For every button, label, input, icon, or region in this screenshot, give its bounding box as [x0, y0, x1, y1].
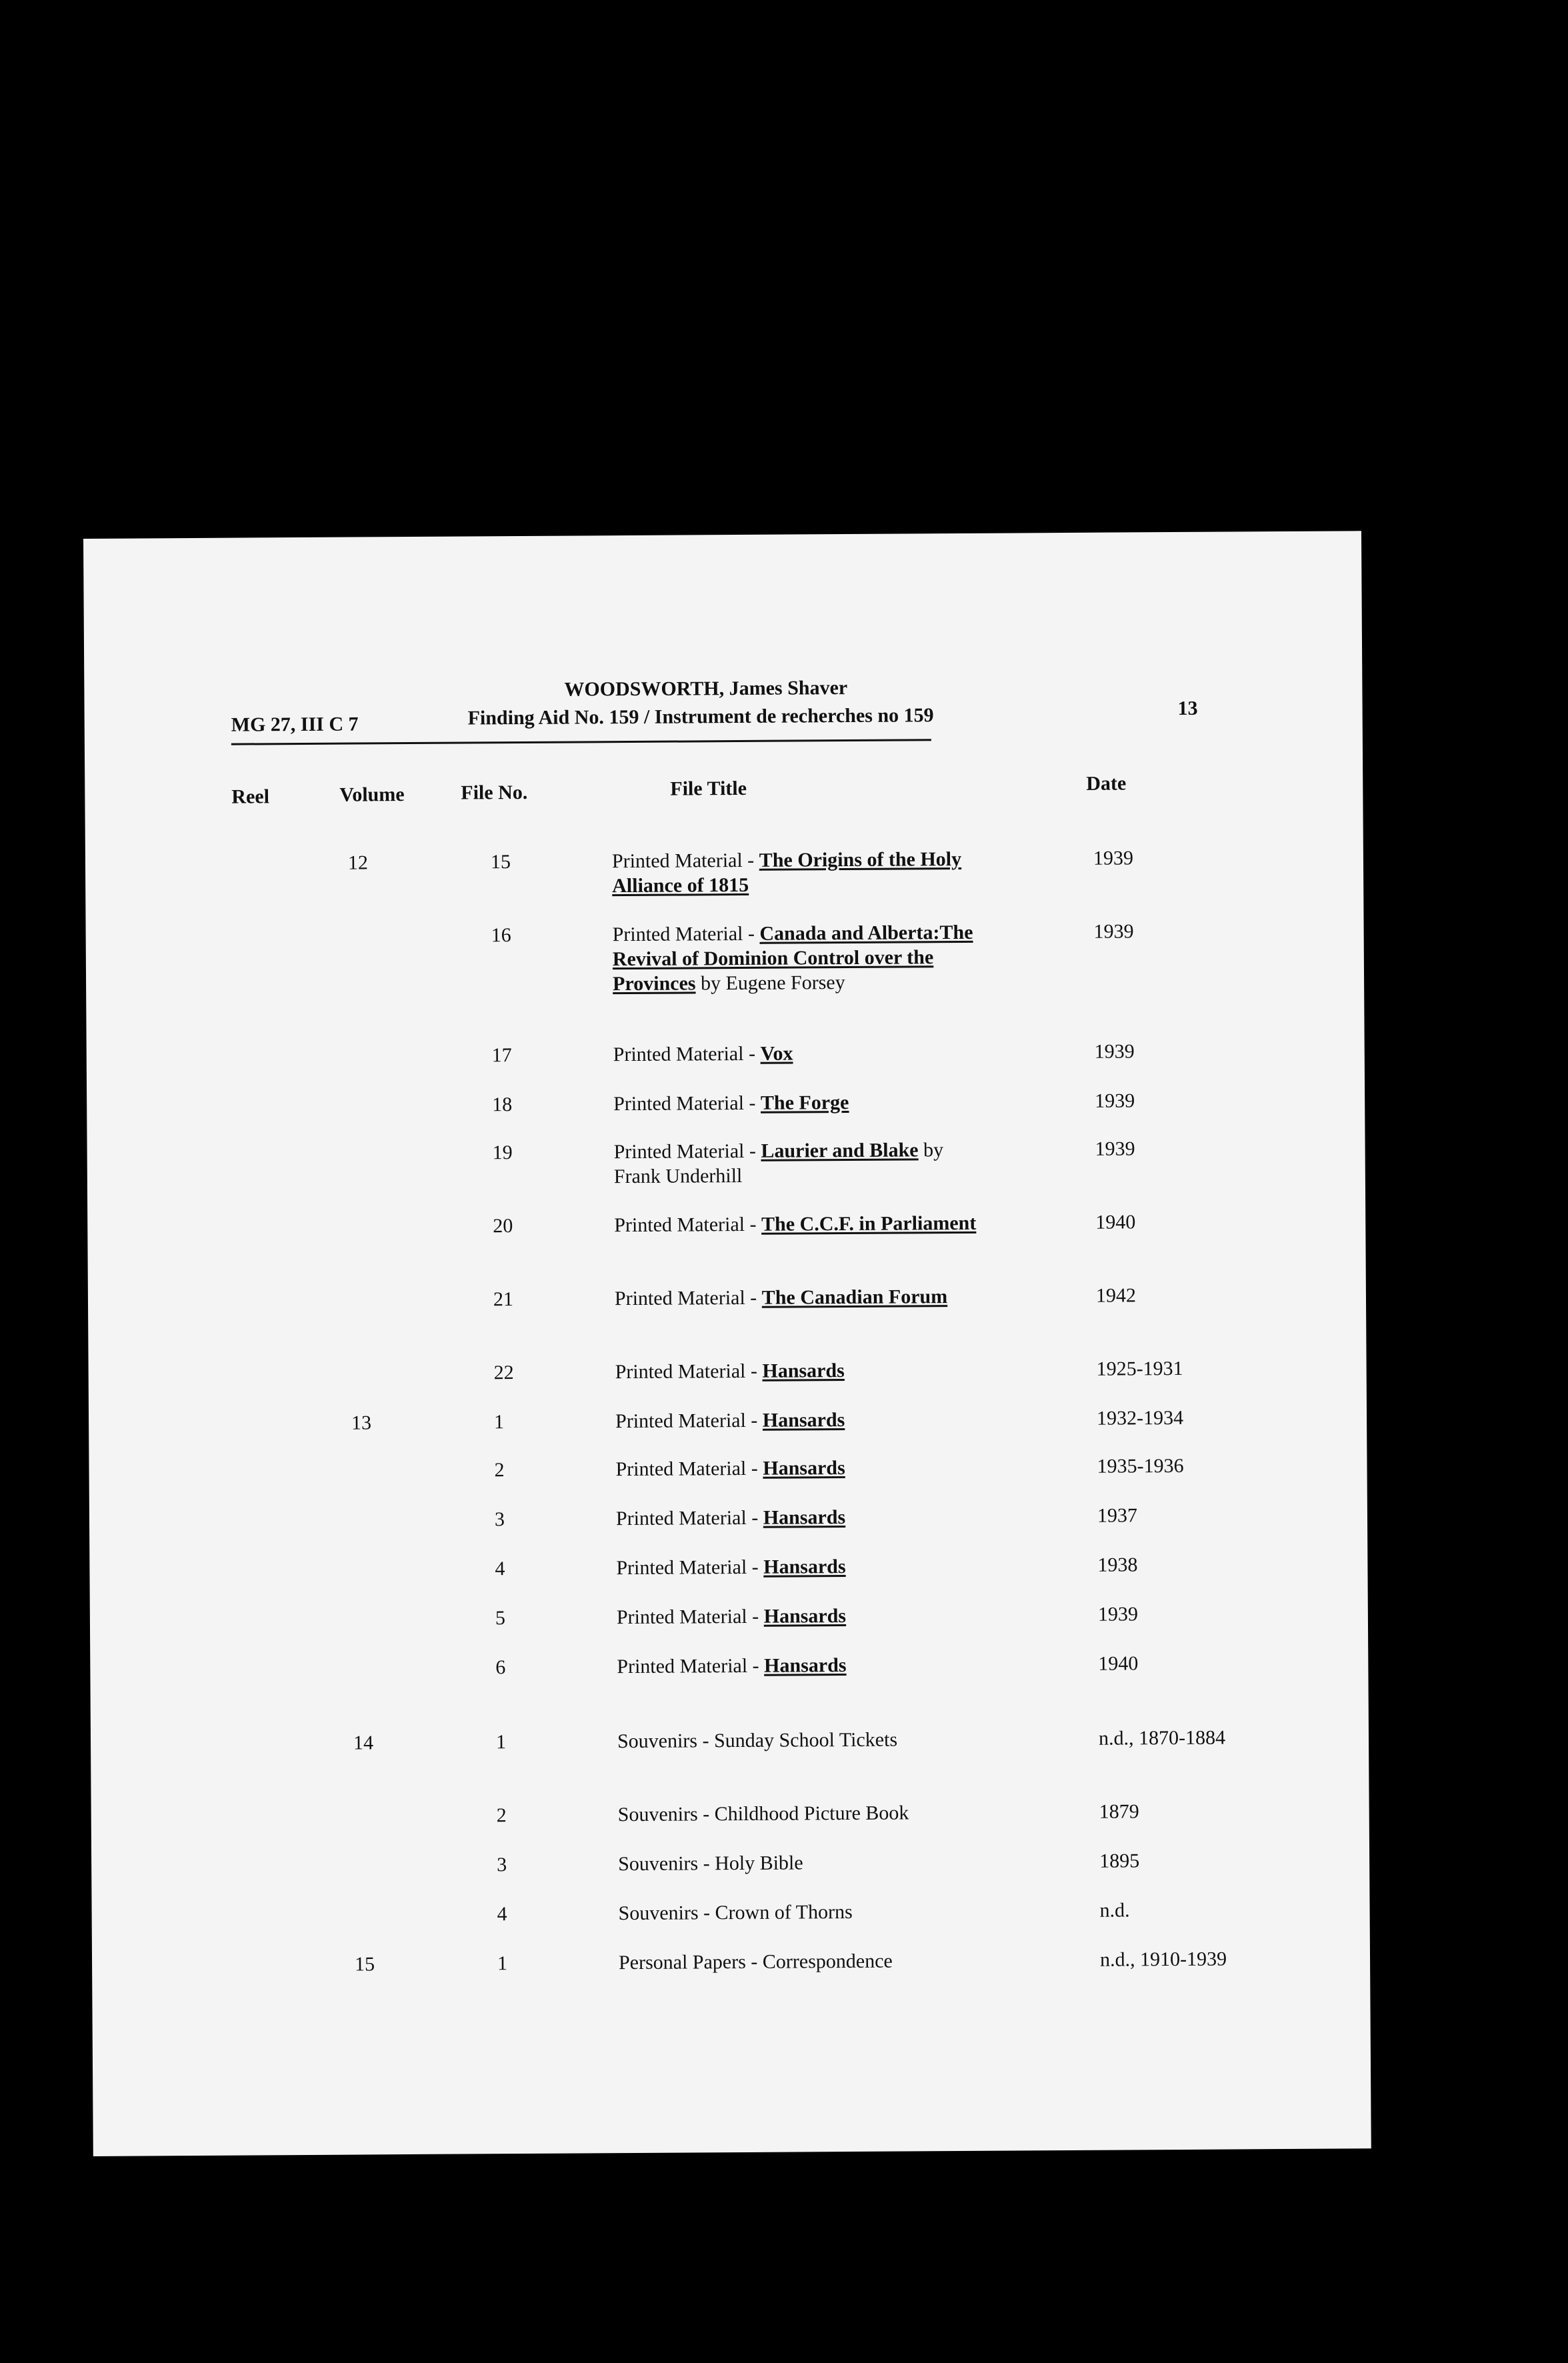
table-row — [88, 1282, 1366, 1311]
file-title-cell — [617, 1652, 990, 1679]
file-number-cell: 19 — [492, 1141, 513, 1164]
volume-cell: 14 — [353, 1732, 374, 1754]
date-cell: 1895 — [1099, 1850, 1140, 1872]
title-suffix: by Frank Underhill — [613, 1139, 944, 1188]
underlined-publication-title: Hansards — [763, 1605, 847, 1628]
table-row — [89, 1355, 1367, 1384]
title-prefix: Printed Material - — [615, 1360, 763, 1384]
file-number-cell: 3 — [497, 1854, 507, 1876]
file-title-cell — [615, 1358, 989, 1384]
underlined-publication-title: Laurier and Blake — [761, 1139, 919, 1162]
volume-cell: 12 — [347, 851, 369, 874]
file-number-cell: 20 — [493, 1215, 513, 1238]
date-cell: 1938 — [1097, 1554, 1138, 1576]
file-number-cell: 4 — [497, 1903, 507, 1926]
underlined-publication-title: Hansards — [764, 1654, 847, 1677]
header-rule — [231, 739, 931, 745]
underlined-publication-title: The Forge — [760, 1091, 849, 1114]
table-row — [89, 1404, 1367, 1434]
finding-aid-label: Finding Aid No. 159 / Instrument de recherches no 159 — [467, 704, 934, 729]
title-suffix: by Eugene Forsey — [695, 971, 845, 995]
column-header-file-title: File Title — [670, 777, 747, 800]
file-title-cell — [615, 1455, 989, 1482]
file-title-cell — [615, 1407, 989, 1434]
date-cell: n.d., 1910-1939 — [1099, 1948, 1227, 1971]
table-row — [87, 1208, 1365, 1238]
file-title-cell — [618, 1850, 991, 1876]
file-number-cell: 2 — [494, 1459, 505, 1482]
table-row — [87, 1087, 1365, 1116]
date-cell: n.d. — [1099, 1899, 1130, 1922]
underlined-publication-title: The Origins of the Holy Alliance of 1815 — [612, 847, 962, 897]
table-row — [91, 1847, 1369, 1876]
date-cell: 1939 — [1093, 847, 1134, 869]
file-number-cell: 22 — [493, 1362, 514, 1384]
table-row — [87, 1037, 1365, 1067]
document-title: WOODSWORTH, James Shaver — [564, 677, 848, 701]
column-header-volume: Volume — [339, 783, 405, 806]
date-cell: 1939 — [1094, 1040, 1135, 1063]
date-cell: n.d., 1870-1884 — [1098, 1726, 1226, 1750]
file-number-cell: 2 — [496, 1804, 507, 1827]
file-number-cell: 1 — [494, 1411, 505, 1434]
title-prefix: Printed Material - — [616, 1556, 764, 1580]
underlined-publication-title: Hansards — [762, 1360, 845, 1382]
file-title-cell — [616, 1504, 989, 1531]
file-title-cell — [613, 1040, 987, 1067]
file-title-cell — [619, 1948, 992, 1975]
title-prefix: Printed Material - — [616, 1605, 764, 1629]
file-number-cell: 6 — [495, 1656, 506, 1679]
table-row — [90, 1600, 1368, 1630]
date-cell: 1939 — [1093, 920, 1134, 943]
file-title-cell — [618, 1800, 991, 1827]
file-number-cell: 5 — [495, 1607, 506, 1630]
column-header-date: Date — [1086, 772, 1127, 795]
reference-code: MG 27, III C 7 — [231, 713, 359, 736]
table-row — [87, 1135, 1365, 1188]
title-prefix: Souvenirs - Sunday School Tickets — [617, 1728, 898, 1753]
title-prefix: Printed Material - — [615, 1506, 763, 1530]
file-title-cell — [613, 1089, 987, 1116]
date-cell: 1940 — [1098, 1652, 1139, 1675]
file-title-cell — [614, 1137, 987, 1189]
title-prefix: Personal Papers - Correspondence — [618, 1950, 893, 1974]
file-number-cell: 1 — [495, 1731, 507, 1754]
underlined-publication-title: Hansards — [763, 1457, 845, 1480]
date-cell: 1942 — [1095, 1284, 1137, 1307]
table-row — [89, 1452, 1367, 1482]
title-prefix: Souvenirs - Crown of Thorns — [618, 1900, 853, 1925]
table-row — [89, 1551, 1367, 1580]
date-cell: 1932-1934 — [1096, 1406, 1184, 1430]
column-header-reel: Reel — [231, 785, 270, 808]
title-prefix: Printed Material - — [615, 1409, 763, 1433]
volume-cell: 13 — [351, 1412, 372, 1434]
file-title-cell — [613, 920, 987, 996]
title-prefix: Printed Material - — [612, 922, 760, 946]
title-prefix: Printed Material - — [614, 1213, 762, 1237]
file-title-cell — [617, 1603, 990, 1630]
date-cell: 1879 — [1099, 1800, 1139, 1823]
date-cell: 1939 — [1097, 1603, 1138, 1626]
table-row — [85, 844, 1363, 897]
title-prefix: Souvenirs - Childhood Picture Book — [617, 1802, 909, 1826]
table-row — [91, 1798, 1369, 1827]
table-row — [89, 1502, 1367, 1531]
file-number-cell: 18 — [492, 1093, 513, 1116]
file-number-cell: 1 — [497, 1952, 508, 1975]
underlined-publication-title: The Canadian Forum — [761, 1286, 948, 1309]
page-number: 13 — [1177, 697, 1198, 719]
underlined-publication-title: Hansards — [763, 1556, 846, 1578]
document-page — [83, 531, 1371, 2156]
title-prefix: Printed Material - — [613, 1139, 761, 1163]
table-row — [92, 1896, 1370, 1926]
file-number-cell: 3 — [494, 1508, 505, 1531]
file-title-cell — [616, 1554, 989, 1580]
underlined-publication-title: Hansards — [763, 1506, 846, 1529]
file-title-cell — [618, 1899, 991, 1926]
file-number-cell: 21 — [493, 1288, 514, 1311]
date-cell: 1937 — [1097, 1504, 1138, 1527]
title-prefix: Printed Material - — [617, 1654, 765, 1678]
file-title-cell — [612, 847, 985, 898]
title-prefix: Printed Material - — [611, 849, 759, 873]
title-prefix: Printed Material - — [613, 1042, 761, 1066]
underlined-publication-title: Vox — [760, 1042, 793, 1065]
file-number-cell: 4 — [495, 1558, 505, 1580]
date-cell: 1940 — [1095, 1211, 1136, 1234]
table-row — [91, 1724, 1369, 1754]
file-number-cell: 15 — [490, 851, 511, 873]
date-cell: 1939 — [1095, 1137, 1135, 1160]
table-row — [86, 917, 1364, 995]
date-cell: 1935-1936 — [1097, 1454, 1184, 1478]
table-row — [90, 1650, 1368, 1679]
title-prefix: Printed Material - — [615, 1457, 763, 1481]
file-number-cell: 16 — [491, 924, 511, 947]
underlined-publication-title: Canada and Alberta:The Revival of Dominion Control over the Provinces — [612, 921, 973, 995]
date-cell: 1925-1931 — [1096, 1357, 1183, 1380]
file-title-cell — [615, 1284, 988, 1311]
date-cell: 1939 — [1095, 1089, 1135, 1112]
file-title-cell — [617, 1727, 991, 1754]
file-number-cell: 17 — [491, 1044, 512, 1067]
underlined-publication-title: Hansards — [762, 1409, 845, 1432]
underlined-publication-title: The C.C.F. in Parliament — [761, 1212, 977, 1236]
column-header-file-no: File No. — [461, 781, 528, 804]
title-prefix: Printed Material - — [614, 1286, 762, 1310]
table-row — [92, 1946, 1370, 1976]
file-title-cell — [614, 1211, 987, 1238]
title-prefix: Souvenirs - Holy Bible — [618, 1852, 803, 1876]
title-prefix: Printed Material - — [613, 1091, 761, 1115]
volume-cell: 15 — [354, 1953, 375, 1976]
